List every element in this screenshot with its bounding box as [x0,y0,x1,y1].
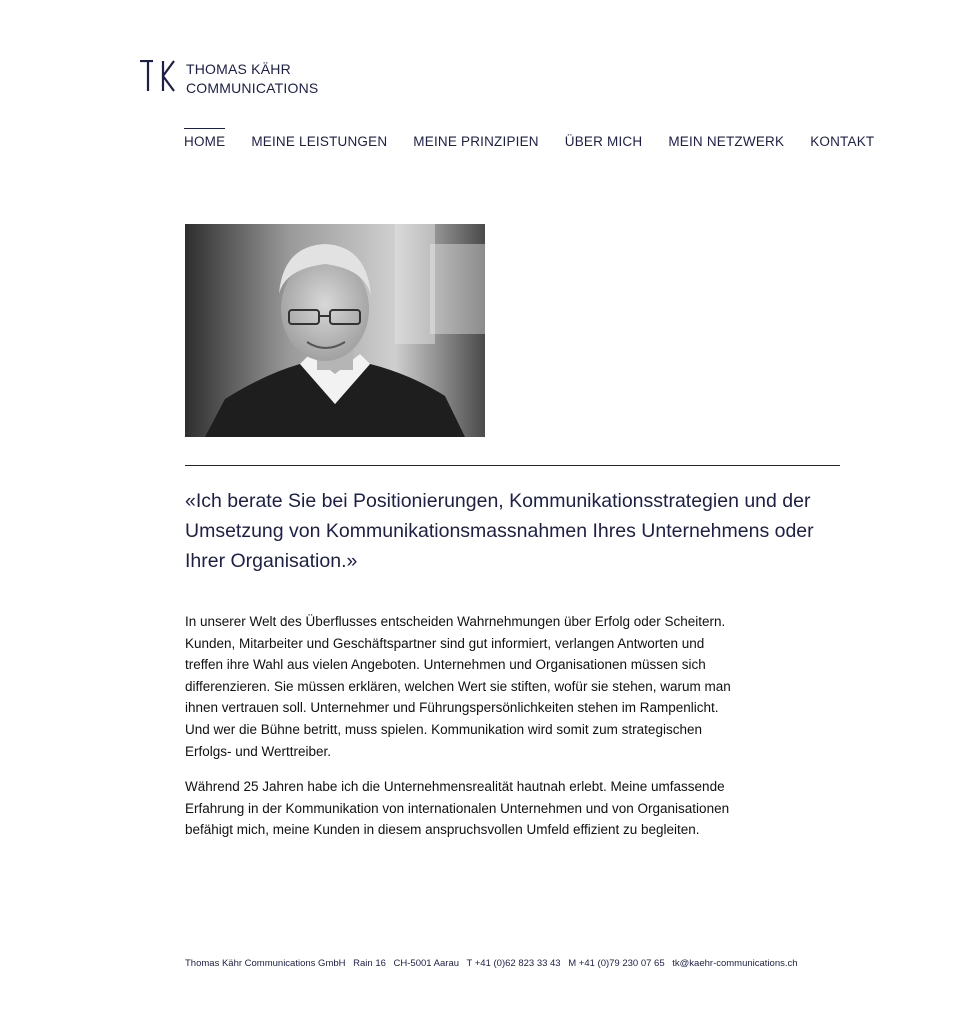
nav-item-kontakt[interactable]: KONTAKT [810,134,875,149]
nav-item-ueber-mich[interactable]: ÜBER MICH [564,134,643,149]
footer [185,958,798,969]
portrait-photo [185,224,485,437]
footer-email-link[interactable]: tk@kaehr-communications.ch [672,958,798,969]
footer-company: Thomas Kähr Communications GmbH [185,958,346,969]
tk-logo-icon [139,60,177,92]
nav-item-netzwerk[interactable]: MEIN NETZWERK [668,134,785,149]
footer-phone[interactable]: T +41 (0)62 823 33 43 [466,958,561,969]
body-paragraph: Während 25 Jahren habe ich die Unternehmensrealität hautnah erlebt. Meine umfassende Erfahrung in der Kommunikation von internationalen Unternehmen und von Organisationen befähigt mich, meine Kunden in diesem anspruchsvollen Umfeld effizient zu begleiten. [185,779,730,838]
logo-line-1: THOMAS KÄHR [186,61,291,77]
content-divider [185,465,840,466]
footer-city: CH-5001 Aarau [393,958,460,969]
body-text [185,611,740,855]
logo[interactable] [139,60,318,98]
main-nav [184,128,874,149]
nav-item-home[interactable]: HOME [184,128,225,149]
footer-mobile[interactable]: M +41 (0)79 230 07 65 [568,958,665,969]
portrait-illustration [185,224,485,437]
nav-item-prinzipien[interactable]: MEINE PRINZIPIEN [413,134,539,149]
nav-item-leistungen[interactable]: MEINE LEISTUNGEN [251,134,388,149]
body-paragraph: In unserer Welt des Überflusses entscheiden Wahrnehmungen über Erfolg oder Scheitern. Kunden, Mitarbeiter und Geschäftspartner sind gut informiert, verlangen Antworten und treffen ihre Wahl aus vielen Angeboten. Unternehmen und Organisationen müssen sich differenzieren. Sie müssen erklären, welchen Wert sie stiften, wofür sie stehen, warum man ihnen vertrauen soll. Unternehmer und Führungspersönlichkeiten stehen im Rampenlicht. Und wer die Bühne betritt, muss spielen. Kommunikation wird somit zum strategischen Erfolgs- und Werttreiber. [185,614,731,759]
intro-quote: «Ich berate Sie bei Positionierungen, Kommunikationsstrategien und der Umsetzung von Kommunikationsmassnahmen Ihres Unternehmens oder Ihrer Organisation.» [185,490,814,572]
logo-line-2: COMMUNICATIONS [186,80,319,96]
footer-street: Rain 16 [353,958,386,969]
logo-wordmark [186,60,318,98]
